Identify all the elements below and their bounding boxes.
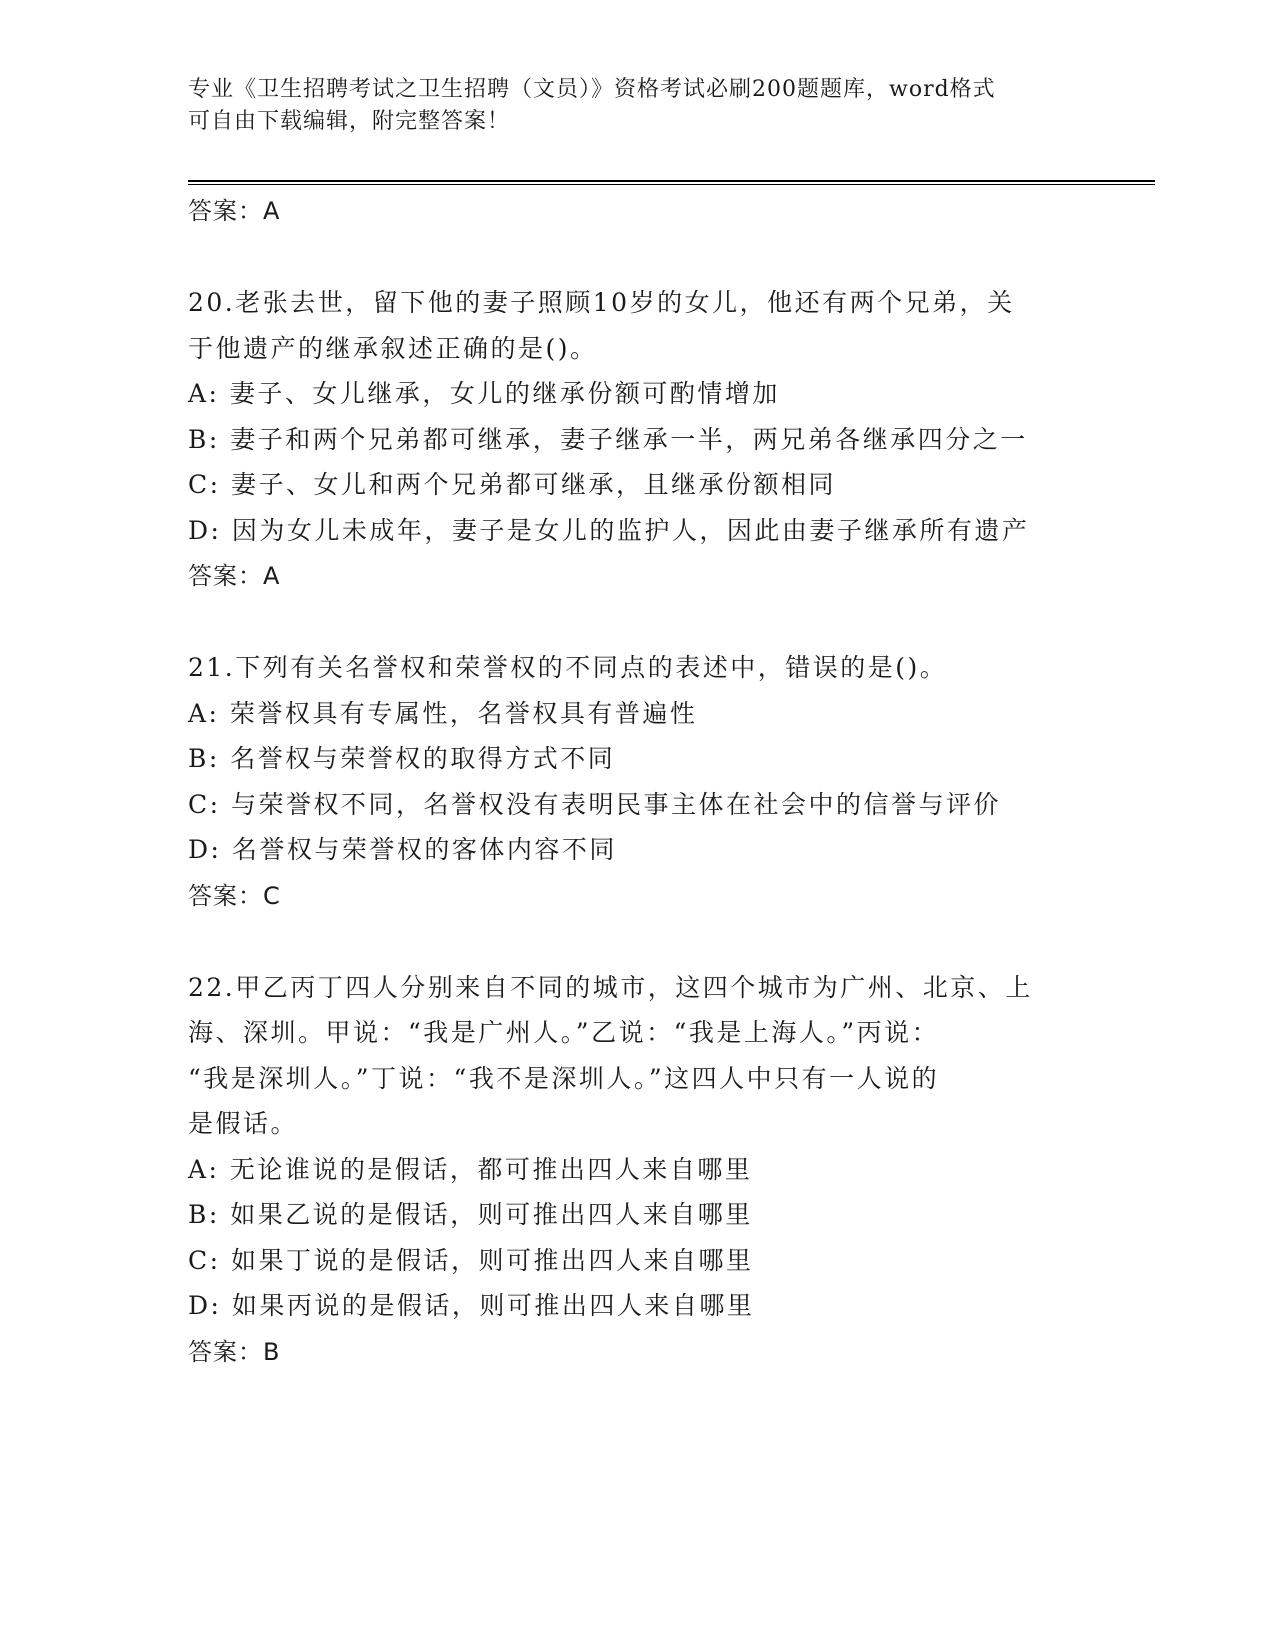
option-a: A: 无论谁说的是假话，都可推出四人来自哪里 (188, 1154, 753, 1184)
option-c: C: 妻子、女儿和两个兄弟都可继承，且继承份额相同 (188, 470, 837, 499)
header-line-1: 专业《卫生招聘考试之卫生招聘（文员）》资格考试必刷200题题库，word格式 (188, 77, 996, 102)
question-stem-line: “我是深圳人。”丁说：“我不是深圳人。”这四人中只有一人说的 (188, 1063, 940, 1093)
option-d: D: 名誉权与荣誉权的客体内容不同 (188, 835, 617, 864)
previous-question-answer: 答案：A (188, 197, 281, 225)
header-divider (188, 180, 1155, 185)
question-stem-line: 21.下列有关名誉权和荣誉权的不同点的表述中，错误的是()。 (188, 653, 948, 682)
question-stem-line: 于他遗产的继承叙述正确的是()。 (188, 333, 598, 363)
question-stem-line: 是假话。 (188, 1109, 299, 1138)
header-line-2: 可自由下载编辑，附完整答案！ (188, 109, 511, 134)
document-body (188, 188, 1088, 1375)
option-c: C: 与荣誉权不同，名誉权没有表明民事主体在社会中的信誉与评价 (188, 789, 1002, 819)
question-22 (188, 965, 1088, 1375)
option-b: B: 妻子和两个兄弟都可继承，妻子继承一半，两兄弟各继承四分之一 (188, 424, 1028, 454)
question-answer: 答案：A (188, 562, 281, 590)
question-21 (188, 645, 1088, 919)
question-answer: 答案：C (188, 881, 281, 910)
option-a: A: 妻子、女儿继承，女儿的继承份额可酌情增加 (188, 379, 780, 408)
option-b: B: 如果乙说的是假话，则可推出四人来自哪里 (188, 1200, 753, 1229)
option-b: B: 名誉权与荣誉权的取得方式不同 (188, 744, 616, 773)
option-d: D: 因为女儿未成年，妻子是女儿的监护人，因此由妻子继承所有遗产 (188, 515, 1030, 545)
question-stem-line: 20.老张去世，留下他的妻子照顾10岁的女儿，他还有两个兄弟，关 (188, 288, 1015, 317)
question-answer: 答案：B (188, 1337, 281, 1366)
question-stem-line: 22.甲乙丙丁四人分别来自不同的城市，这四个城市为广州、北京、上 (188, 972, 1033, 1002)
option-c: C: 如果丁说的是假话，则可推出四人来自哪里 (188, 1245, 754, 1275)
document-header (188, 74, 1068, 138)
option-a: A: 荣誉权具有专属性，名誉权具有普遍性 (188, 698, 698, 728)
question-20 (188, 280, 1088, 599)
question-stem-line: 海、深圳。甲说：“我是广州人。”乙说：“我是上海人。”丙说： (188, 1018, 940, 1047)
option-d: D: 如果丙说的是假话，则可推出四人来自哪里 (188, 1291, 755, 1320)
